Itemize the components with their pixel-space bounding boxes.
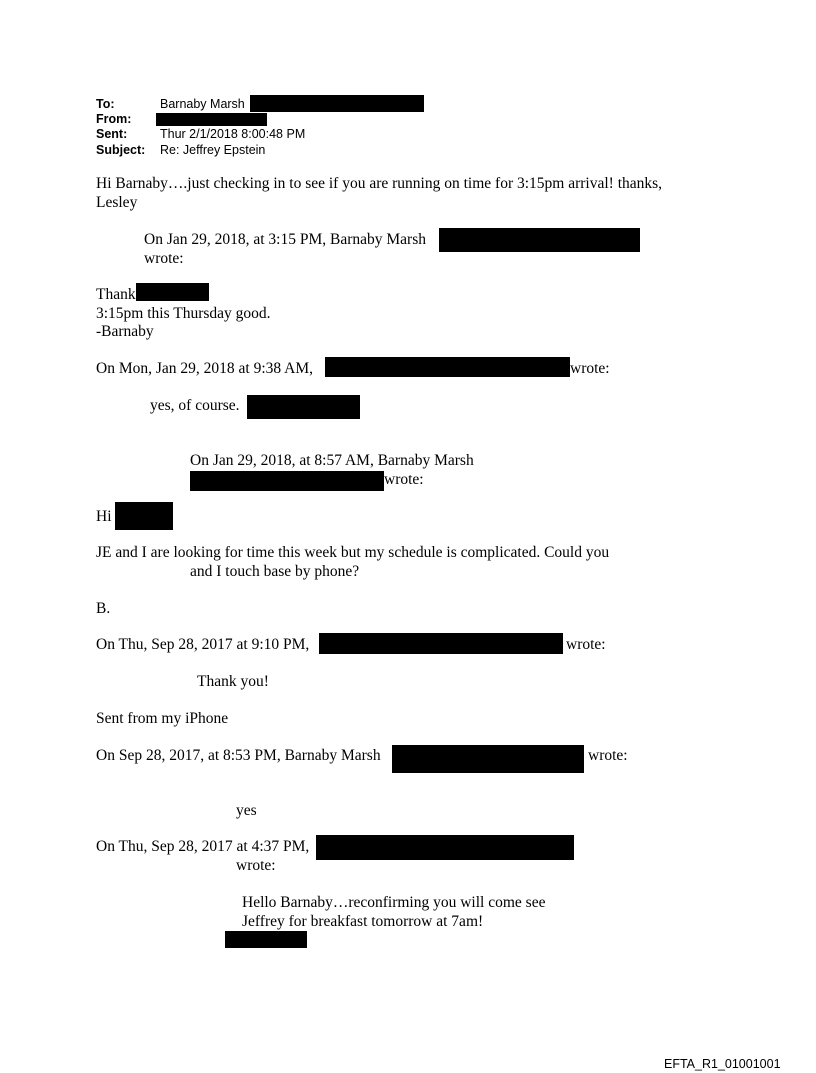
message-line: and I touch base by phone? <box>190 563 360 580</box>
redaction-block <box>392 745 584 773</box>
to-label <box>96 96 115 112</box>
redaction-block <box>115 502 173 530</box>
quote-header: wrote: <box>588 747 628 764</box>
redaction-block <box>190 471 384 491</box>
redaction-block <box>136 283 209 301</box>
redaction-block <box>156 113 267 126</box>
redaction-block <box>439 228 640 252</box>
message-line: Lesley <box>96 194 138 211</box>
quote-header: On Jan 29, 2018, at 8:57 AM, Barnaby Marsh <box>190 452 474 469</box>
from-label-text: From: <box>96 112 132 126</box>
quote-header: On Mon, Jan 29, 2018 at 9:38 AM, <box>96 360 313 377</box>
message-line: yes <box>236 802 257 819</box>
sent-value: Thur 2/1/2018 8:00:48 PM <box>160 127 306 141</box>
message-line: yes, of course. <box>150 397 240 414</box>
message-line: Hi <box>96 508 112 525</box>
subject-label-text: Subject: <box>96 143 146 157</box>
message-line: B. <box>96 600 111 617</box>
redaction-block <box>250 95 424 112</box>
to-label-text: To: <box>96 97 115 111</box>
quote-header: On Jan 29, 2018, at 3:15 PM, Barnaby Marsh <box>144 231 426 248</box>
redaction-block <box>325 357 570 377</box>
message-line: 3:15pm this Thursday good. <box>96 305 271 322</box>
message-line: Thank you! <box>197 673 269 690</box>
message-line: Sent from my iPhone <box>96 710 229 727</box>
redaction-block <box>247 395 360 419</box>
subject-label <box>96 142 145 158</box>
quote-header: wrote: <box>570 360 610 377</box>
message-line: -Barnaby <box>96 323 154 340</box>
message-line: Hello Barnaby…reconfirming you will come see <box>242 894 546 911</box>
redaction-block <box>319 633 563 654</box>
message-line: Hi Barnaby….just checking in to see if you are running on time for 3:15pm arrival! thanks, <box>96 175 663 192</box>
sent-label-text: Sent: <box>96 127 128 141</box>
quote-header: wrote: <box>144 250 184 267</box>
quote-header: wrote: <box>566 636 606 653</box>
quote-header: On Thu, Sep 28, 2017 at 4:37 PM, <box>96 838 310 855</box>
quote-header: wrote: <box>384 471 424 488</box>
from-label <box>96 111 131 127</box>
message-line: Thank <box>96 286 136 303</box>
redaction-block <box>316 835 574 860</box>
quote-header: wrote: <box>236 857 276 874</box>
subject-value: Re: Jeffrey Epstein <box>160 143 266 157</box>
quote-header: On Sep 28, 2017, at 8:53 PM, Barnaby Marsh <box>96 747 381 764</box>
message-line: JE and I are looking for time this week but my schedule is complicated. Could you <box>96 544 610 561</box>
to-value: Barnaby Marsh <box>160 97 245 111</box>
quote-header: On Thu, Sep 28, 2017 at 9:10 PM, <box>96 636 310 653</box>
message-line: Jeffrey for breakfast tomorrow at 7am! <box>242 913 484 930</box>
redaction-block <box>225 931 307 948</box>
sent-label <box>96 126 127 142</box>
bates-number: EFTA_R1_01001001 <box>664 1057 781 1071</box>
